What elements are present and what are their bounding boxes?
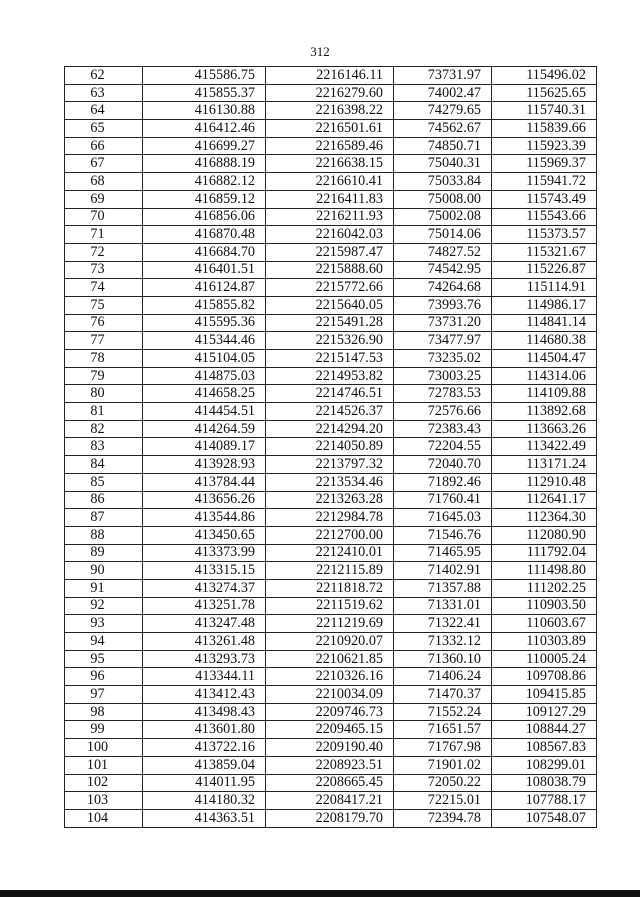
point-number-cell: 97: [65, 686, 143, 704]
coordinate-cell: 2216501.61: [266, 120, 394, 138]
coordinate-cell: 2215987.47: [266, 243, 394, 261]
coordinate-cell: 2216610.41: [266, 173, 394, 191]
coordinate-cell: 416888.19: [143, 155, 266, 173]
coordinate-cell: 74542.95: [394, 261, 492, 279]
coordinate-cell: 2216146.11: [266, 67, 394, 85]
coordinate-cell: 115740.31: [492, 102, 597, 120]
coordinate-cell: 416856.06: [143, 208, 266, 226]
coordinate-cell: 416130.88: [143, 102, 266, 120]
coordinate-cell: 415855.37: [143, 84, 266, 102]
point-number-cell: 104: [65, 809, 143, 827]
point-number-cell: 62: [65, 67, 143, 85]
coordinate-cell: 112641.17: [492, 491, 597, 509]
point-number-cell: 91: [65, 579, 143, 597]
coordinate-cell: 73477.97: [394, 332, 492, 350]
point-number-cell: 63: [65, 84, 143, 102]
coordinate-cell: 2212700.00: [266, 526, 394, 544]
table-row: [65, 67, 597, 85]
coordinate-cell: 2209746.73: [266, 703, 394, 721]
coordinate-cell: 71767.98: [394, 739, 492, 757]
coordinate-cell: 108038.79: [492, 774, 597, 792]
coordinate-cell: 413261.48: [143, 633, 266, 651]
coordinate-cell: 2211818.72: [266, 579, 394, 597]
table-row: [65, 350, 597, 368]
coordinate-cell: 74002.47: [394, 84, 492, 102]
coordinate-cell: 416699.27: [143, 137, 266, 155]
coordinate-cell: 109127.29: [492, 703, 597, 721]
point-number-cell: 68: [65, 173, 143, 191]
point-number-cell: 102: [65, 774, 143, 792]
coordinate-cell: 73235.02: [394, 350, 492, 368]
coordinate-cell: 113663.26: [492, 420, 597, 438]
coordinate-cell: 413450.65: [143, 526, 266, 544]
coordinate-cell: 72204.55: [394, 438, 492, 456]
coordinate-cell: 111498.80: [492, 562, 597, 580]
coordinate-cell: 416412.46: [143, 120, 266, 138]
coordinate-cell: 72040.70: [394, 456, 492, 474]
table-row: [65, 792, 597, 810]
coordinate-cell: 72783.53: [394, 385, 492, 403]
coordinate-cell: 115743.49: [492, 190, 597, 208]
table-row: [65, 491, 597, 509]
point-number-cell: 79: [65, 367, 143, 385]
point-number-cell: 94: [65, 633, 143, 651]
coordinate-cell: 2216411.83: [266, 190, 394, 208]
coordinate-cell: 415855.82: [143, 296, 266, 314]
table-row: [65, 420, 597, 438]
coordinate-cell: 72394.78: [394, 809, 492, 827]
coordinate-cell: 2216042.03: [266, 226, 394, 244]
coordinate-cell: 2210920.07: [266, 633, 394, 651]
coordinate-cell: 413722.16: [143, 739, 266, 757]
point-number-cell: 103: [65, 792, 143, 810]
table-row: [65, 633, 597, 651]
coordinate-cell: 2215491.28: [266, 314, 394, 332]
coordinate-cell: 108844.27: [492, 721, 597, 739]
coordinate-cell: 115625.65: [492, 84, 597, 102]
coordinate-cell: 112910.48: [492, 473, 597, 491]
coordinate-cell: 71322.41: [394, 615, 492, 633]
coordinate-cell: 114109.88: [492, 385, 597, 403]
coordinate-cell: 114841.14: [492, 314, 597, 332]
coordinate-cell: 416882.12: [143, 173, 266, 191]
table-row: [65, 261, 597, 279]
table-row: [65, 403, 597, 421]
coordinate-cell: 71901.02: [394, 756, 492, 774]
table-row: [65, 173, 597, 191]
coordinate-cell: 74279.65: [394, 102, 492, 120]
coordinate-cell: 110903.50: [492, 597, 597, 615]
table-row: [65, 526, 597, 544]
coordinate-cell: 415595.36: [143, 314, 266, 332]
table-row: [65, 137, 597, 155]
point-number-cell: 83: [65, 438, 143, 456]
coordinate-cell: 71332.12: [394, 633, 492, 651]
point-number-cell: 96: [65, 668, 143, 686]
table-row: [65, 668, 597, 686]
coordinate-cell: 416859.12: [143, 190, 266, 208]
point-number-cell: 78: [65, 350, 143, 368]
coordinate-cell: 413412.43: [143, 686, 266, 704]
coordinate-cell: 414454.51: [143, 403, 266, 421]
table-row: [65, 650, 597, 668]
coordinate-cell: 74850.71: [394, 137, 492, 155]
coordinate-cell: 2212410.01: [266, 544, 394, 562]
coordinate-cell: 2210326.16: [266, 668, 394, 686]
coordinate-cell: 415104.05: [143, 350, 266, 368]
table-row: [65, 243, 597, 261]
coordinate-cell: 413247.48: [143, 615, 266, 633]
coordinate-cell: 71357.88: [394, 579, 492, 597]
coordinate-cell: 2214294.20: [266, 420, 394, 438]
table-row: [65, 774, 597, 792]
coordinate-cell: 413656.26: [143, 491, 266, 509]
table-row: [65, 120, 597, 138]
coordinate-cell: 109708.86: [492, 668, 597, 686]
point-number-cell: 95: [65, 650, 143, 668]
coordinate-cell: 75033.84: [394, 173, 492, 191]
table-row: [65, 686, 597, 704]
coordinate-cell: 416401.51: [143, 261, 266, 279]
table-row: [65, 314, 597, 332]
coordinate-cell: 2210621.85: [266, 650, 394, 668]
coordinate-cell: 73731.20: [394, 314, 492, 332]
point-number-cell: 99: [65, 721, 143, 739]
coordinate-cell: 114680.38: [492, 332, 597, 350]
coordinate-cell: 2216589.46: [266, 137, 394, 155]
point-number-cell: 67: [65, 155, 143, 173]
coordinate-cell: 74264.68: [394, 279, 492, 297]
coordinate-cell: 113171.24: [492, 456, 597, 474]
table-row: [65, 438, 597, 456]
coordinate-cell: 414363.51: [143, 809, 266, 827]
coordinate-cell: 416124.87: [143, 279, 266, 297]
coordinate-cell: 2212984.78: [266, 509, 394, 527]
coordinate-cell: 413928.93: [143, 456, 266, 474]
coordinate-cell: 115543.66: [492, 208, 597, 226]
coordinate-cell: 71892.46: [394, 473, 492, 491]
coordinate-cell: 2211219.69: [266, 615, 394, 633]
table-row: [65, 190, 597, 208]
point-number-cell: 89: [65, 544, 143, 562]
coordinate-cell: 113892.68: [492, 403, 597, 421]
point-number-cell: 90: [65, 562, 143, 580]
coordinate-cell: 2215640.05: [266, 296, 394, 314]
point-number-cell: 65: [65, 120, 143, 138]
point-number-cell: 77: [65, 332, 143, 350]
coordinate-cell: 71360.10: [394, 650, 492, 668]
table-row: [65, 739, 597, 757]
coordinate-cell: 414264.59: [143, 420, 266, 438]
table-row: [65, 721, 597, 739]
coordinate-cell: 2216211.93: [266, 208, 394, 226]
coordinate-cell: 2216638.15: [266, 155, 394, 173]
table-row: [65, 226, 597, 244]
coordinate-cell: 75040.31: [394, 155, 492, 173]
coordinate-cell: 413373.99: [143, 544, 266, 562]
coordinate-cell: 114504.47: [492, 350, 597, 368]
coordinate-cell: 414658.25: [143, 385, 266, 403]
point-number-cell: 70: [65, 208, 143, 226]
coordinate-cell: 413315.15: [143, 562, 266, 580]
scan-edge-bar: [0, 890, 640, 897]
table-row: [65, 84, 597, 102]
coordinate-cell: 71402.91: [394, 562, 492, 580]
coordinate-cell: 2213797.32: [266, 456, 394, 474]
point-number-cell: 72: [65, 243, 143, 261]
coordinate-cell: 111202.25: [492, 579, 597, 597]
coordinate-cell: 72576.66: [394, 403, 492, 421]
coordinate-cell: 71546.76: [394, 526, 492, 544]
coordinate-cell: 110303.89: [492, 633, 597, 651]
table-row: [65, 809, 597, 827]
coordinate-cell: 107548.07: [492, 809, 597, 827]
coordinate-cell: 2215772.66: [266, 279, 394, 297]
coordinate-cell: 115373.57: [492, 226, 597, 244]
coordinate-cell: 414011.95: [143, 774, 266, 792]
point-number-cell: 80: [65, 385, 143, 403]
coordinate-cell: 414180.32: [143, 792, 266, 810]
coordinate-cell: 108567.83: [492, 739, 597, 757]
table-row: [65, 597, 597, 615]
coordinate-cell: 115941.72: [492, 173, 597, 191]
coordinate-cell: 2208923.51: [266, 756, 394, 774]
point-number-cell: 98: [65, 703, 143, 721]
coordinate-cell: 2215326.90: [266, 332, 394, 350]
coordinate-cell: 115969.37: [492, 155, 597, 173]
table-row: [65, 562, 597, 580]
coordinate-cell: 71331.01: [394, 597, 492, 615]
coordinate-cell: 2215888.60: [266, 261, 394, 279]
coordinate-cell: 2216398.22: [266, 102, 394, 120]
coordinate-cell: 2209190.40: [266, 739, 394, 757]
coordinate-cell: 2214526.37: [266, 403, 394, 421]
coordinate-cell: 112364.30: [492, 509, 597, 527]
coordinate-cell: 71552.24: [394, 703, 492, 721]
coordinate-cell: 75002.08: [394, 208, 492, 226]
coordinate-cell: 415344.46: [143, 332, 266, 350]
coordinate-cell: 71645.03: [394, 509, 492, 527]
coordinate-cell: 75008.00: [394, 190, 492, 208]
point-number-cell: 88: [65, 526, 143, 544]
coordinate-cell: 74562.67: [394, 120, 492, 138]
coordinate-cell: 73993.76: [394, 296, 492, 314]
coordinate-cell: 2208665.45: [266, 774, 394, 792]
coordinate-cell: 2214953.82: [266, 367, 394, 385]
coordinate-cell: 71406.24: [394, 668, 492, 686]
coordinate-cell: 72383.43: [394, 420, 492, 438]
point-number-cell: 73: [65, 261, 143, 279]
coordinate-cell: 73003.25: [394, 367, 492, 385]
coordinate-cell: 416684.70: [143, 243, 266, 261]
point-number-cell: 87: [65, 509, 143, 527]
coordinate-cell: 108299.01: [492, 756, 597, 774]
page-number: 312: [310, 44, 330, 59]
table-row: [65, 615, 597, 633]
coordinate-cell: 415586.75: [143, 67, 266, 85]
coordinate-cell: 414875.03: [143, 367, 266, 385]
table-row: [65, 756, 597, 774]
coordinate-cell: 413784.44: [143, 473, 266, 491]
point-number-cell: 66: [65, 137, 143, 155]
coordinate-cell: 413293.73: [143, 650, 266, 668]
coordinate-cell: 2211519.62: [266, 597, 394, 615]
point-number-cell: 92: [65, 597, 143, 615]
table-row: [65, 367, 597, 385]
coordinate-cell: 115226.87: [492, 261, 597, 279]
coordinate-cell: 413601.80: [143, 721, 266, 739]
coordinate-cell: 74827.52: [394, 243, 492, 261]
coordinate-cell: 413344.11: [143, 668, 266, 686]
point-number-cell: 93: [65, 615, 143, 633]
point-number-cell: 75: [65, 296, 143, 314]
coordinate-cell: 72050.22: [394, 774, 492, 792]
coordinate-cell: 114314.06: [492, 367, 597, 385]
coordinate-cell: 115496.02: [492, 67, 597, 85]
table-row: [65, 579, 597, 597]
table-row: [65, 544, 597, 562]
table-row: [65, 296, 597, 314]
point-number-cell: 81: [65, 403, 143, 421]
coordinate-cell: 73731.97: [394, 67, 492, 85]
coordinate-cell: 2208179.70: [266, 809, 394, 827]
table-row: [65, 102, 597, 120]
table-row: [65, 473, 597, 491]
point-number-cell: 84: [65, 456, 143, 474]
coordinate-cell: 2213534.46: [266, 473, 394, 491]
point-number-cell: 69: [65, 190, 143, 208]
coordinate-cell: 113422.49: [492, 438, 597, 456]
table-row: [65, 279, 597, 297]
coordinate-cell: 2208417.21: [266, 792, 394, 810]
point-number-cell: 100: [65, 739, 143, 757]
coordinate-cell: 115839.66: [492, 120, 597, 138]
coordinate-cell: 107788.17: [492, 792, 597, 810]
coordinate-cell: 110005.24: [492, 650, 597, 668]
coordinate-table-body: [65, 67, 597, 828]
coordinate-cell: 112080.90: [492, 526, 597, 544]
point-number-cell: 64: [65, 102, 143, 120]
coordinate-cell: 2216279.60: [266, 84, 394, 102]
coordinate-cell: 2214050.89: [266, 438, 394, 456]
coordinate-cell: 413251.78: [143, 597, 266, 615]
point-number-cell: 86: [65, 491, 143, 509]
coordinate-cell: 2210034.09: [266, 686, 394, 704]
table-row: [65, 155, 597, 173]
coordinate-cell: 71651.57: [394, 721, 492, 739]
table-row: [65, 208, 597, 226]
point-number-cell: 85: [65, 473, 143, 491]
coordinate-cell: 414089.17: [143, 438, 266, 456]
table-row: [65, 332, 597, 350]
coordinate-cell: 413859.04: [143, 756, 266, 774]
point-number-cell: 82: [65, 420, 143, 438]
coordinate-cell: 413498.43: [143, 703, 266, 721]
coordinate-cell: 2215147.53: [266, 350, 394, 368]
coordinate-cell: 2213263.28: [266, 491, 394, 509]
table-row: [65, 456, 597, 474]
coordinate-cell: 115923.39: [492, 137, 597, 155]
point-number-cell: 76: [65, 314, 143, 332]
coordinate-cell: 413544.86: [143, 509, 266, 527]
coordinate-cell: 115114.91: [492, 279, 597, 297]
point-number-cell: 101: [65, 756, 143, 774]
coordinate-cell: 115321.67: [492, 243, 597, 261]
coordinate-cell: 75014.06: [394, 226, 492, 244]
table-row: [65, 385, 597, 403]
coordinate-cell: 413274.37: [143, 579, 266, 597]
point-number-cell: 74: [65, 279, 143, 297]
table-row: [65, 703, 597, 721]
coordinate-cell: 2214746.51: [266, 385, 394, 403]
coordinate-cell: 71470.37: [394, 686, 492, 704]
coordinate-cell: 110603.67: [492, 615, 597, 633]
coordinate-cell: 2209465.15: [266, 721, 394, 739]
coordinate-cell: 71760.41: [394, 491, 492, 509]
coordinate-table: [64, 66, 597, 828]
coordinate-cell: 71465.95: [394, 544, 492, 562]
coordinate-cell: 111792.04: [492, 544, 597, 562]
coordinate-cell: 114986.17: [492, 296, 597, 314]
coordinate-cell: 109415.85: [492, 686, 597, 704]
point-number-cell: 71: [65, 226, 143, 244]
coordinate-cell: 2212115.89: [266, 562, 394, 580]
table-row: [65, 509, 597, 527]
coordinate-cell: 416870.48: [143, 226, 266, 244]
coordinate-cell: 72215.01: [394, 792, 492, 810]
